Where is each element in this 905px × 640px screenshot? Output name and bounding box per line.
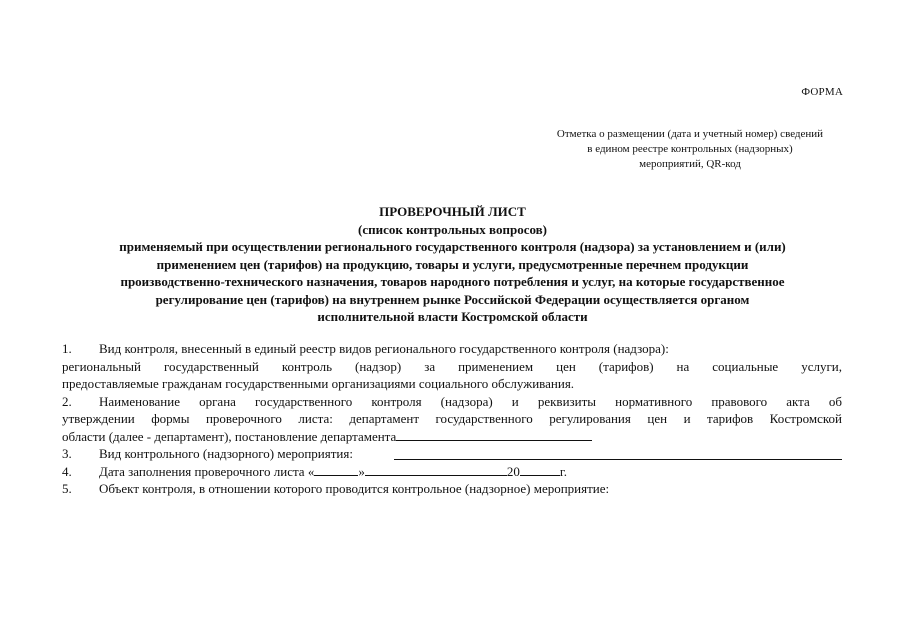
item-2 [62, 393, 842, 446]
year-prefix: 20 [506, 463, 520, 479]
item-3-number: 3. [62, 446, 72, 461]
item-3-label: Вид контрольного (надзорного) мероприятия: [99, 446, 353, 461]
title-line-6: регулирование цен (тарифов) на внутреннем рынке Российской Федерации осуществляется органом [155, 291, 750, 307]
resolution-blank[interactable] [396, 428, 592, 441]
item-1-value-line-2: предоставляемые гражданам государственными организациями социального обслуживания. [62, 376, 575, 391]
form-label: ФОРМА [801, 86, 843, 98]
inspection-type-blank[interactable] [394, 459, 842, 460]
item-4 [62, 463, 842, 481]
checklist-body [62, 340, 842, 498]
month-blank[interactable] [365, 463, 507, 476]
title-line-1: ПРОВЕРОЧНЫЙ ЛИСТ [379, 204, 526, 219]
placement-note-line-1: Отметка о размещении (дата и учетный номер) сведений [556, 128, 824, 140]
item-4-label: Дата заполнения проверочного листа [99, 463, 305, 479]
item-4-number: 4. [62, 463, 72, 479]
item-1 [62, 340, 842, 393]
title-line-4: применением цен (тарифов) на продукцию, товары и услуги, предусмотренные перечнем продукции [156, 256, 749, 272]
item-5-number: 5. [62, 481, 72, 496]
day-blank[interactable] [314, 463, 358, 476]
placement-note-line-2: в едином реестре контрольных (надзорных) [587, 143, 793, 155]
title-line-2: (список контрольных вопросов) [357, 221, 547, 237]
title-line-7: исполнительной власти Костромской области [317, 309, 588, 324]
close-quote: » [358, 463, 365, 479]
item-5-label: Объект контроля, в отношении которого проводится контрольное (надзорное) мероприятие: [99, 481, 610, 496]
item-2-line-2: утверждении формы проверочного листа: департамент государственного регулирования цен и тарифов Костромской [62, 411, 842, 426]
item-5 [62, 480, 842, 498]
year-blank[interactable] [520, 463, 560, 476]
placement-note-line-3: мероприятий, QR-код [639, 158, 741, 170]
item-1-label: Вид контроля, внесенный в единый реестр видов регионального государственного контроля (надзора): [99, 341, 669, 356]
item-1-value-line-1: региональный государственный контроль (надзор) за применением цен (тарифов) на социальные услуги, [62, 358, 842, 374]
title-line-3: применяемый при осуществлении регионального государственного контроля (надзора) за установлением и (или) [119, 239, 786, 254]
item-1-number: 1. [62, 341, 72, 356]
title-line-5: производственно-технического назначения, товаров народного потребления и услуг, на которые государственное [120, 274, 785, 289]
item-3 [62, 445, 842, 463]
year-suffix: г. [559, 463, 567, 479]
item-2-line-1: Наименование органа государственного контроля (надзора) и реквизиты нормативного правового акта об [99, 393, 842, 409]
item-2-number: 2. [62, 393, 72, 409]
document-title [40, 203, 865, 326]
item-2-line-3: области (далее - департамент), постановление департамента [62, 428, 397, 444]
placement-note [505, 127, 875, 172]
open-quote: « [307, 463, 315, 479]
